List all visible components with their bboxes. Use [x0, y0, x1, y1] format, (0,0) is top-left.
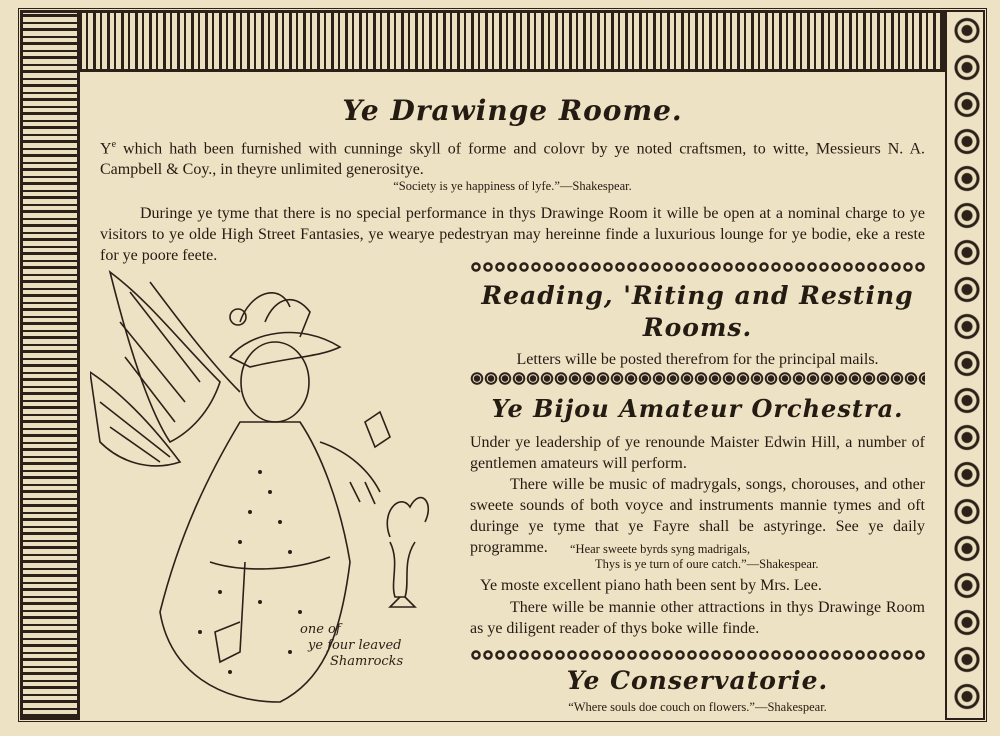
reading-rooms-text: Letters wille be posted therefrom for the principal mails. [516, 351, 879, 368]
heading-conservatorie: Ye Conservatorie. [566, 666, 829, 695]
orchestra-para3: Ye moste excellent piano hath been sent by Mrs. Lee. [480, 577, 822, 594]
content-area [80, 72, 945, 720]
heading-reading-rooms: Reading, 'Riting and Resting Rooms. [481, 281, 914, 342]
caption-line3: Shamrocks [330, 654, 404, 669]
illustration-caption [300, 622, 403, 670]
chain-divider-3 [470, 650, 925, 660]
ornamental-border-right [945, 10, 985, 720]
angel-drawing [90, 262, 470, 717]
angel-illustration [90, 262, 470, 717]
drawing-room-quote: “Society is ye happiness of lyfe.”—Shakespear. [393, 179, 632, 193]
chain-divider-1 [470, 262, 925, 272]
drawing-room-para1: $Y^e$ which hath been furnished with cunninge skyll of forme and colovr by ye noted craftsmen, to witte, Messieurs N. A. Campbell & Coy., in theyre unlimited generositye. [100, 139, 925, 179]
orchestra-para2: There wille be music of madrygals, songs, chorouses, and other sweete sounds of both voyce and instruments mannie tymes and oft duringe ye tyme that ye Fayre shall be astyringe. See ye daily programme. [470, 476, 925, 556]
orchestra-quote-line2: Thys is ye turn of oure catch.”—Shakespear. [595, 557, 819, 571]
caption-line2: ye four leaved [308, 638, 402, 653]
ornamental-border-top [20, 10, 945, 72]
orchestra-para4: There wille be mannie other attractions in thys Drawinge Room as ye diligent reader of thys boke wille finde. [470, 599, 925, 637]
orchestra-quote-line1: “Hear sweete byrds syng madrigals, [570, 542, 751, 556]
drawing-room-para2: Duringe ye tyme that there is no special performance in thys Drawinge Room it wille be open at a nominal charge to ye visitors to ye olde High Street Fantasies, ye wearye pedestryan may hereinne finde a luxurious lounge for ye bodie, eke a reste for ye poore feete. [100, 205, 925, 264]
conservatorie-quote: “Where souls doe couch on flowers.”—Shakespear. [568, 700, 827, 714]
heading-drawing-room: Ye Drawinge Roome. [342, 94, 683, 127]
ornamental-border-left [20, 10, 80, 720]
caption-line1: one of [300, 622, 341, 637]
heading-orchestra: Ye Bijou Amateur Orchestra. [491, 394, 904, 423]
orchestra-para1: Under ye leadership of ye renounde Maister Edwin Hill, a number of gentlemen amateurs will perform. [470, 434, 925, 472]
chain-divider-2 [470, 372, 925, 385]
